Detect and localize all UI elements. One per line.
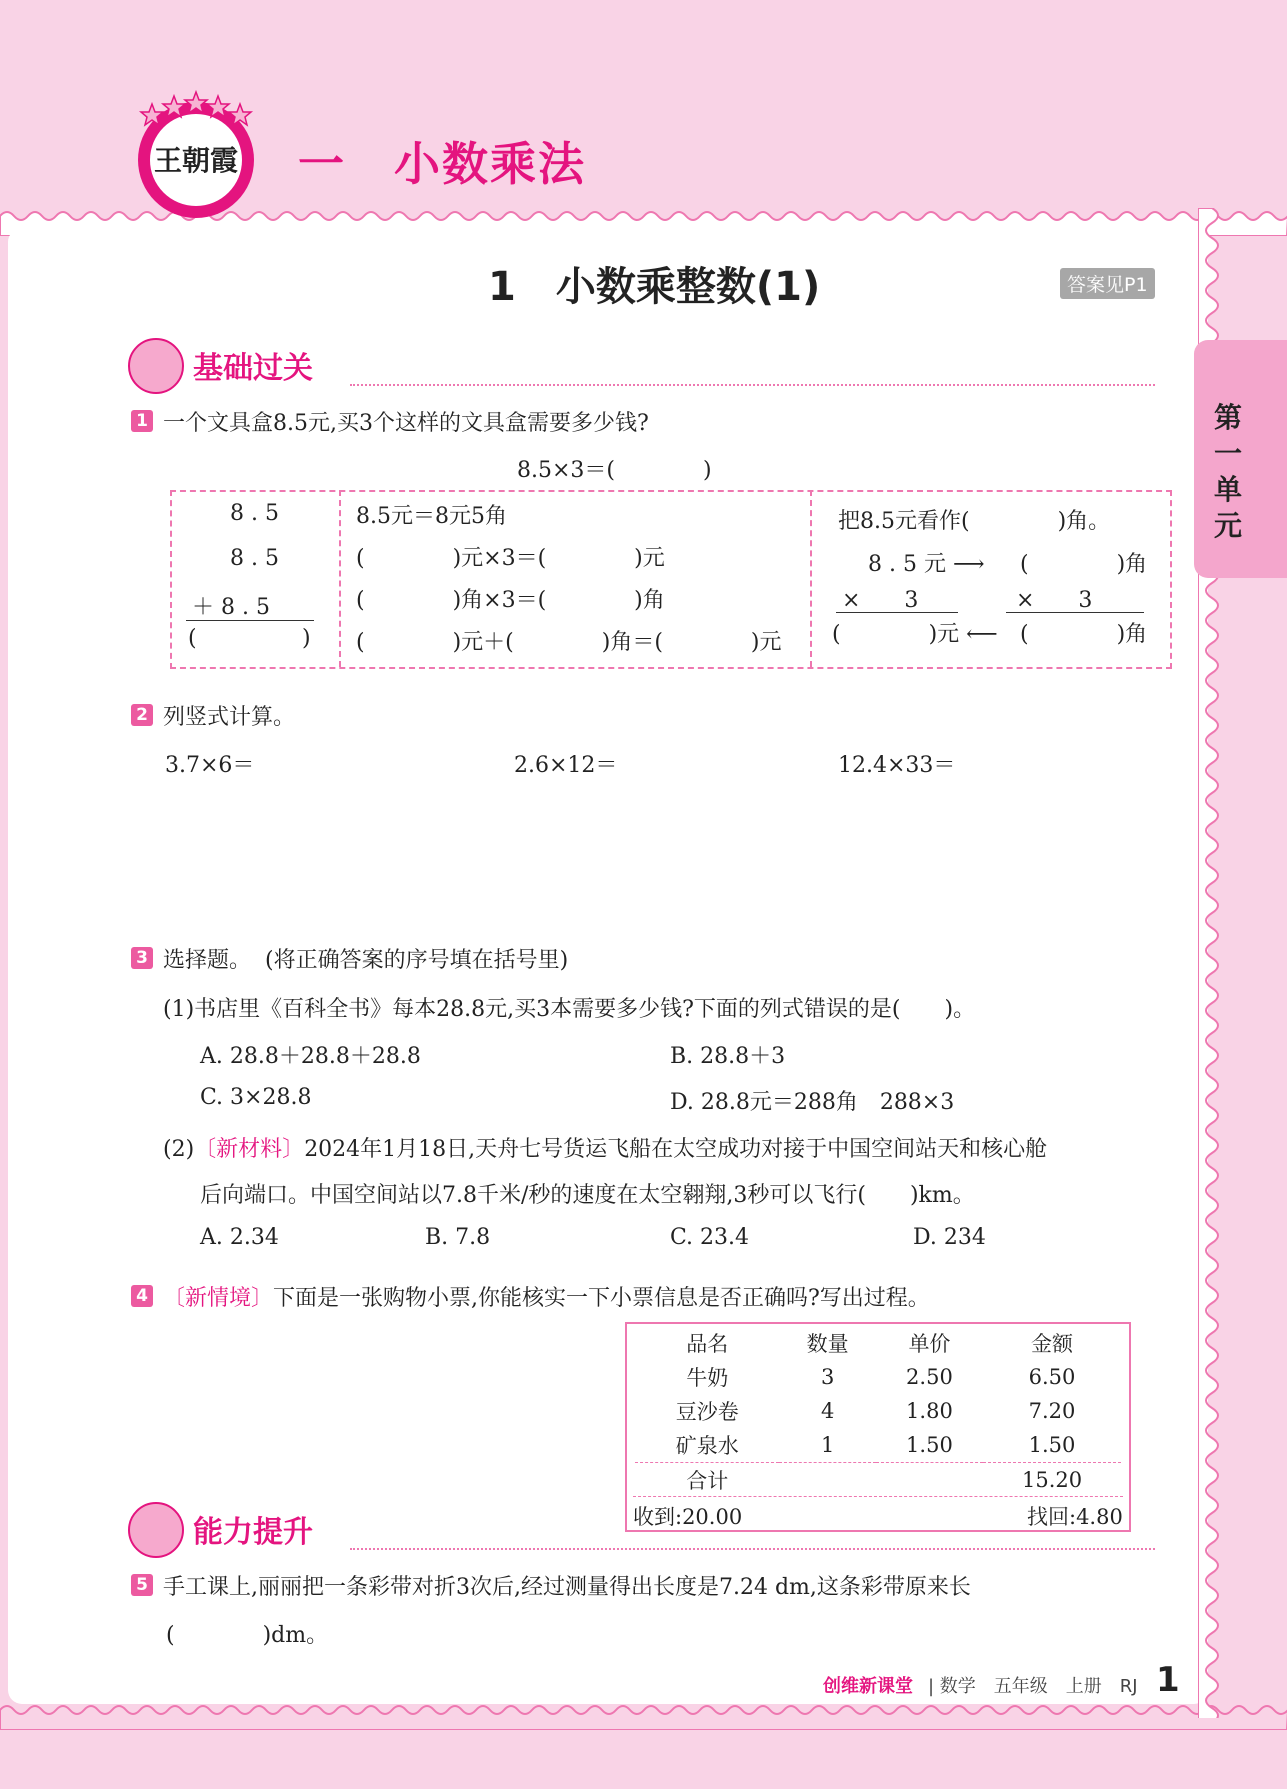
receipt-total-value: 15.20 [1021,1468,1083,1492]
unit-side-tab-label: 第 一 单 元 [1213,401,1242,542]
q3-sub1-option-a: A. 28.8＋28.8＋28.8 [200,1044,421,1069]
q3-sub2-line1: (2)〔新材料〕2024年1月18日,天舟七号货运飞船在太空成功对接于中国空间站天和核心舱 [163,1137,1048,1162]
q1-col1-row4-open: ( [188,626,197,651]
q3-text: 选择题。 [163,948,252,973]
new-material-tag: 〔新材料〕 [194,1137,305,1162]
q1-col3-row3-right: × 3 [1016,588,1093,613]
section-basic-heading: 基础过关 [193,351,313,386]
lesson-title: 1 小数乘整数(1) [488,264,821,310]
receipt-row [635,1394,1121,1428]
receipt-row [635,1428,1121,1463]
receipt-cell: 2.50 [906,1365,953,1389]
q1-col3-row4-right: ( )角 [1020,622,1148,647]
footer-book-info: | 数学 五年级 上册 RJ [928,1676,1138,1697]
q3-sub1-option-d: D. 28.8元＝288角 288×3 [670,1090,955,1115]
q1-col3-row2-left: 8 . 5 元 ⟶ [868,552,985,577]
question-number-2: 2 [131,704,153,726]
receipt-header-amount: 金额 [1031,1332,1074,1356]
receipt-cell: 1.80 [906,1399,953,1423]
q2-text: 列竖式计算。 [163,705,296,730]
q1-box-divider-2 [810,490,812,667]
question-number-5: 5 [131,1574,153,1596]
receipt-cell: 4 [820,1399,835,1423]
receipt-change: 找回:4.80 [1027,1505,1123,1529]
q2-item-2: 2.6×12＝ [514,753,618,778]
section-basic-icon [128,338,184,394]
question-number-1: 1 [131,410,153,432]
q1-col2-row4: ( )元＋( )角＝( )元 [356,630,782,655]
q1-col1-row1: 8 . 5 [230,501,279,526]
new-context-tag: 〔新情境〕 [163,1286,274,1311]
q1-col1-row3: ＋ 8 . 5 [192,595,270,620]
receipt-header-name: 品名 [686,1332,729,1356]
section-advanced-heading: 能力提升 [193,1515,313,1550]
q3-sub2-option-c: C. 23.4 [670,1225,750,1250]
q2-item-1: 3.7×6＝ [165,753,255,778]
unit-title: 一 小数乘法 [298,137,586,191]
q1-col1-row4-close: ) [302,626,311,651]
q5-line2: ( )dm。 [166,1623,329,1648]
shopping-receipt [625,1322,1131,1532]
receipt-cell: 6.50 [1028,1365,1076,1389]
q3-sub2-option-d: D. 234 [913,1225,986,1250]
section-basic-divider [350,384,1155,386]
receipt-header-qty: 数量 [806,1332,849,1356]
q1-col2-row3: ( )角×3＝( )角 [356,588,665,613]
receipt-cell: 1.50 [906,1433,953,1457]
question-number-4: 4 [131,1285,153,1307]
q1-col1-row2: 8 . 5 [230,546,279,571]
receipt-cell: 7.20 [1028,1399,1076,1423]
receipt-total-label: 合计 [686,1469,729,1493]
question-number-3: 3 [131,947,153,969]
q1-col3-row1: 把8.5元看作( )角。 [838,509,1111,534]
receipt-header-price: 单价 [908,1332,951,1356]
receipt-cell: 3 [820,1365,835,1389]
q3-hint: (将正确答案的序号填在括号里) [265,948,569,973]
q1-col3-rule-left [836,612,958,613]
receipt-cell: 1.50 [1028,1433,1076,1457]
section-advanced-icon [128,1502,184,1558]
q1-col3-row2-right: ( )角 [1020,552,1148,577]
receipt-cell: 牛奶 [686,1366,729,1390]
svg-text:王朝霞: 王朝霞 [153,144,239,177]
q1-col3-rule-right [1006,612,1144,613]
page-number: 1 [1156,1660,1180,1700]
receipt-total-row [635,1463,1121,1498]
q3-sub1-option-b: B. 28.8＋3 [670,1044,786,1069]
receipt-cell: 矿泉水 [675,1434,739,1458]
answer-reference-badge: 答案见P1 [1060,268,1155,299]
receipt-row [635,1360,1121,1394]
q1-col3-row3-left: × 3 [842,588,919,613]
section-advanced-divider [350,1548,1155,1550]
q1-col1-rule [186,620,314,621]
q3-sub2-line2: 后向端口。中国空间站以7.8千米/秒的速度在太空翱翔,3秒可以飞行( )km。 [200,1183,975,1208]
q4-text: 〔新情境〕下面是一张购物小票,你能核实一下小票信息是否正确吗?写出过程。 [163,1286,930,1311]
q3-sub1-option-c: C. 3×28.8 [200,1085,312,1110]
q1-col2-row1: 8.5元＝8元5角 [356,504,507,529]
q3-sub2-option-a: A. 2.34 [200,1225,279,1250]
receipt-cell: 豆沙卷 [675,1400,739,1424]
brand-logo [130,88,262,220]
receipt-cell: 1 [820,1433,835,1457]
receipt-header-row [635,1326,1121,1360]
q5-line1: 手工课上,丽丽把一条彩带对折3次后,经过测量得出长度是7.24 dm,这条彩带原来长 [163,1575,971,1600]
q3-sub2-option-b: B. 7.8 [425,1225,491,1250]
q3-sub1: (1)书店里《百科全书》每本28.8元,买3本需要多少钱?下面的列式错误的是( )。 [163,997,976,1022]
q1-text: 一个文具盒8.5元,买3个这样的文具盒需要多少钱? [163,411,649,436]
q1-equation: 8.5×3＝( ) [517,458,712,483]
footer-brand: 创维新课堂 [823,1676,913,1697]
q2-item-3: 12.4×33＝ [838,753,956,778]
q1-box-divider-1 [339,490,341,667]
receipt-received: 收到:20.00 [633,1496,1123,1531]
q1-col2-row2: ( )元×3＝( )元 [356,546,665,571]
q1-col3-row4-left: ( )元 ⟵ [832,622,998,647]
